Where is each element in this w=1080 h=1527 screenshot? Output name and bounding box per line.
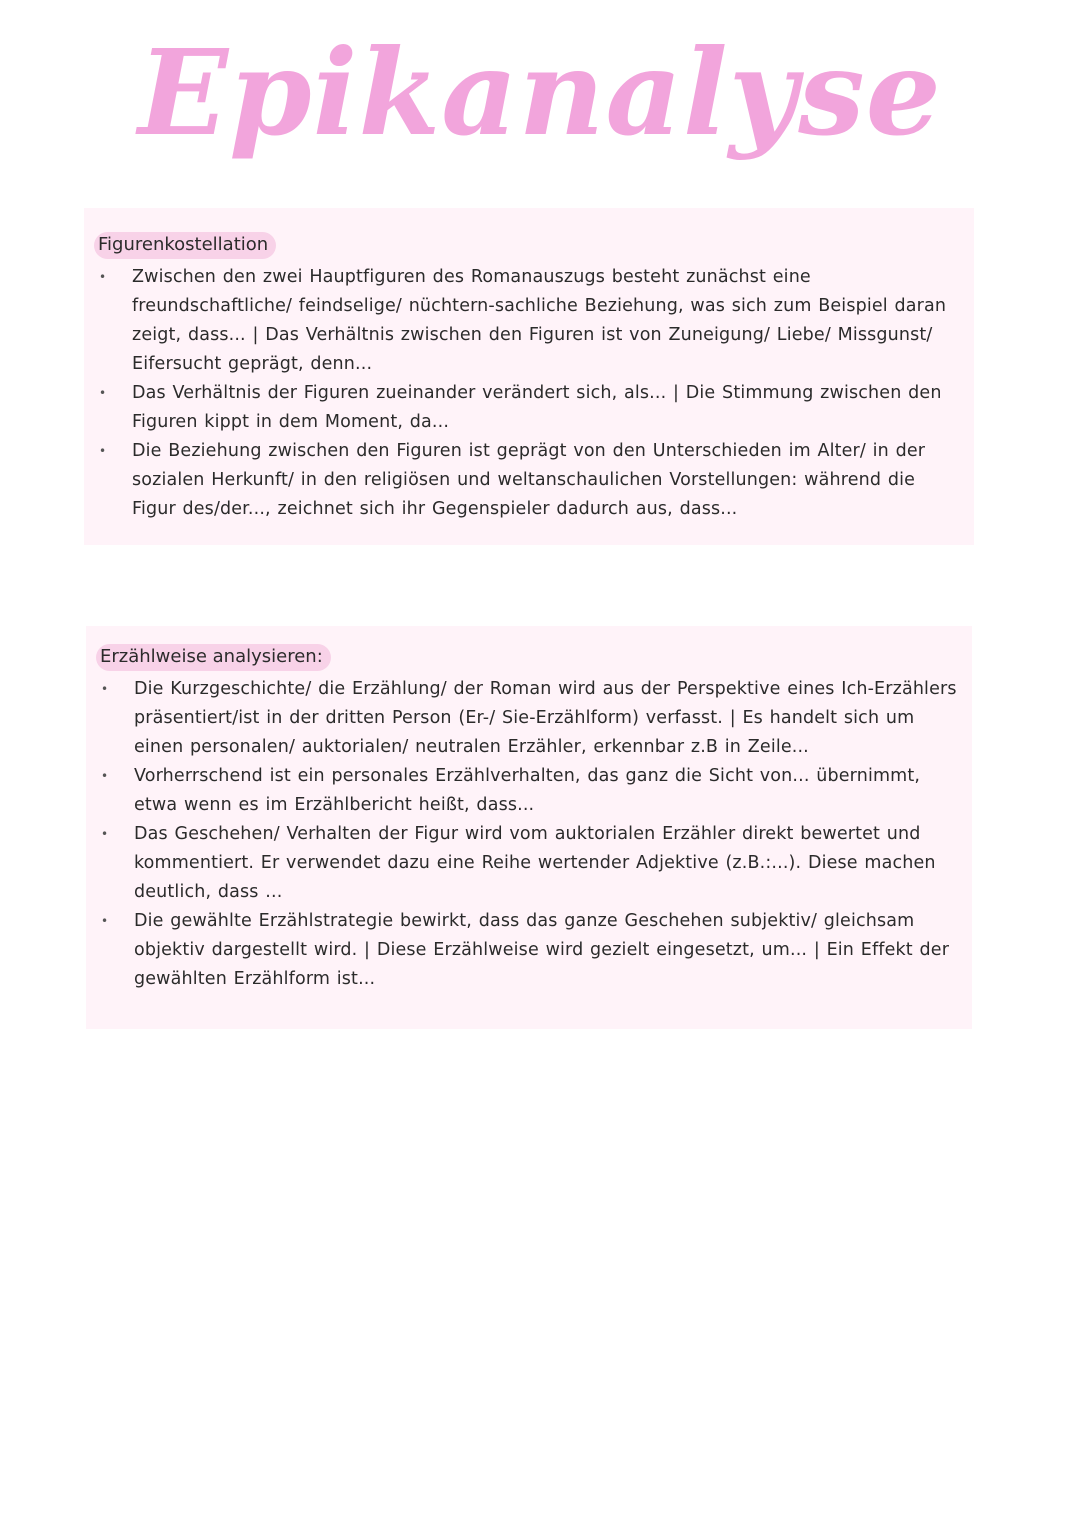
list-item: • Zwischen den zwei Hauptfiguren des Romanauszugs besteht zunächst eine freundschaftliche/ feindselige/ nüchtern-sachliche Beziehung, was sich zum Beispiel daran zeigt, dass... | Das Verhältnis zwischen den Figuren ist von Zuneigung/ Liebe/ Missgunst/ Eifersucht geprägt, denn... bbox=[94, 263, 962, 379]
list-item: • Vorherrschend ist ein personales Erzählverhalten, das ganz die Sicht von... übernimmt, etwa wenn es im Erzählbericht heißt, dass... bbox=[96, 762, 960, 820]
list-item: • Das Verhältnis der Figuren zueinander verändert sich, als... | Die Stimmung zwischen den Figuren kippt in dem Moment, da... bbox=[94, 379, 962, 437]
section-figurenkonstellation bbox=[84, 208, 974, 545]
list-item: • Die gewählte Erzählstrategie bewirkt, dass das ganze Geschehen subjektiv/ gleichsam objektiv dargestellt wird. | Diese Erzählweise wird gezielt eingesetzt, um... | Ein Effekt der gewählten Erzählform ist... bbox=[96, 907, 960, 994]
list-item: • Das Geschehen/ Verhalten der Figur wird vom auktorialen Erzähler direkt bewertet und kommentiert. Er verwendet dazu eine Reihe wertender Adjektive (z.B.:...). Diese machen deutlich, dass ... bbox=[96, 820, 960, 907]
bullet-list bbox=[94, 263, 962, 524]
page-title: Epikanalyse bbox=[138, 23, 942, 162]
section-heading: Erzählweise analysieren: bbox=[96, 644, 331, 671]
list-item: • Die Beziehung zwischen den Figuren ist geprägt von den Unterschieden im Alter/ in der sozialen Herkunft/ in den religiösen und weltanschaulichen Vorstellungen: während die Figur des/der..., zeichnet sich ihr Gegenspieler dadurch aus, dass... bbox=[94, 437, 962, 524]
section-heading: Figurenkostellation bbox=[94, 232, 276, 259]
section-erzaehlweise bbox=[86, 626, 972, 1029]
list-item: • Die Kurzgeschichte/ die Erzählung/ der Roman wird aus der Perspektive eines Ich-Erzählers präsentiert/ist in der dritten Person (Er-/ Sie-Erzählform) verfasst. | Es handelt sich um einen personalen/ auktorialen/ neutralen Erzähler, erkennbar z.B in Zeile... bbox=[96, 675, 960, 762]
bullet-list bbox=[96, 675, 960, 994]
